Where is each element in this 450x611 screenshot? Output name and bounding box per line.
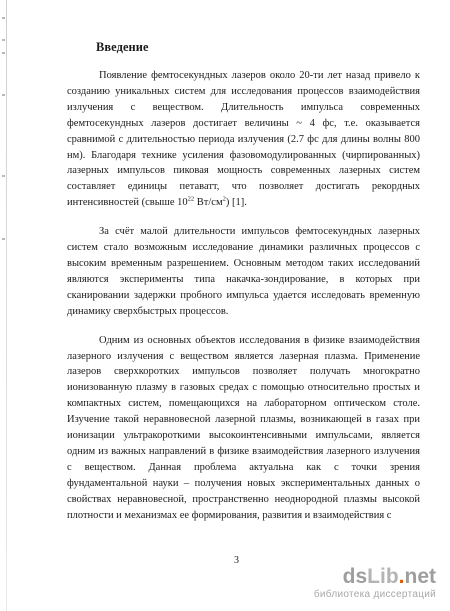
scan-mark <box>2 238 5 240</box>
scan-mark <box>2 52 5 54</box>
body-text <box>67 68 420 523</box>
section-heading: Введение <box>96 40 149 54</box>
dslib-logo: dsLib.net <box>342 565 436 588</box>
scan-mark <box>2 94 5 96</box>
page-number: 3 <box>234 555 239 566</box>
paragraph-laser-plasma: Одним из основных объектов исследования в физике взаимодействия лазерного излучения с веществом является лазерная плазма. Применение лазеров сверхкоротких импульсов позволяет получать многократно ионизованную плазму в газовых средах с помощью относительно простых и компактных систем, помещающихся на лабораторном оптическом столе. Изучение такой неравновесной лазерной плазмы, возникающей в газах при ионизации ультракороткими высокоинтенсивными импульсами, является одним из важных направлений в физике взаимодействия лазерного излучения с веществом. Данная проблема актуальна как с точки зрения фундаментальной науки – получения новых экспериментальных данных о свойствах неравновесной, пространственно неоднородной плазмы высокой плотности и механизмах ее формирования, развития и взаимодействия с <box>67 334 420 521</box>
exponent-2: 2 <box>222 195 226 203</box>
paragraph-pump-probe: За счёт малой длительности импульсов фемтосекундных лазерных систем стало возможным исследование динамики различных процессов с высоким временным разрешением. Основным методом таких исследований являются эксперименты типа накачка-зондирование, в которых при сканировании задержки пробного импульса удается исследовать временную динамику сверхбыстрых процессов. <box>67 226 420 317</box>
paragraph-intro-text: Появление фемтосекундных лазеров около 20-ти лет назад привело к созданию уникальных систем для исследования процессов взаимодействия излучения с веществом. Длительность импульса современных фемтосекундных лазеров достигает величины ~ 4 фс, т.е. оказывается сравнимой с длительностью периода излучения (2.7 фс для длины волны 800 нм). Благодаря технике усиления фазовомодулированных (чирпированных) лазерных импульсов пиковая мощность современных лазерных систем составляет единицы петаватт, что позволяет достигать рекордных интенсивностей (свыше 10 <box>67 70 420 209</box>
dslib-watermark[interactable] <box>314 566 436 600</box>
exponent-22: 22 <box>187 195 195 203</box>
scan-page-edge <box>6 0 7 611</box>
paragraph-intro <box>67 68 420 211</box>
scan-mark <box>2 175 5 177</box>
unit-text: Вт/см <box>194 197 223 209</box>
scan-mark <box>2 17 5 19</box>
watermark-subtitle: библиотека диссертаций <box>313 589 436 600</box>
scan-mark <box>2 39 5 41</box>
citation-text: ) [1]. <box>225 197 247 209</box>
